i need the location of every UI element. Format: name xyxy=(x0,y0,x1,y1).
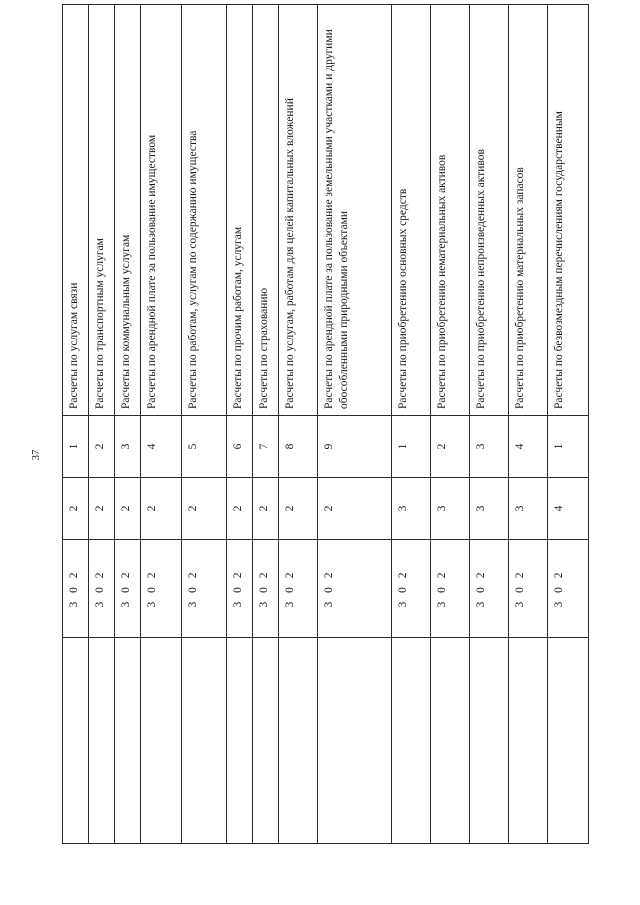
account-name-cell: Расчеты по прочим работам, услугам xyxy=(227,5,253,416)
empty-cell xyxy=(391,638,430,844)
empty-cell xyxy=(227,638,253,844)
subgroup-code-cell: 3 xyxy=(114,416,140,478)
account-code-cell: 3 0 2 xyxy=(227,540,253,638)
subgroup-code-cell: 4 xyxy=(140,416,181,478)
account-code-cell: 3 0 2 xyxy=(181,540,226,638)
subgroup-code-cell: 1 xyxy=(547,416,588,478)
empty-cell xyxy=(114,638,140,844)
account-name-cell: Расчеты по коммунальным услугам xyxy=(114,5,140,416)
empty-cell xyxy=(63,638,89,844)
account-name-cell: Расчеты по безвозмездным перечислениям государственным xyxy=(547,5,588,416)
account-code-cell: 3 0 2 xyxy=(318,540,392,638)
table-row xyxy=(88,5,114,844)
group-code-cell: 2 xyxy=(88,478,114,540)
empty-cell xyxy=(547,638,588,844)
table-row xyxy=(227,5,253,844)
subgroup-code-cell: 1 xyxy=(63,416,89,478)
table-row xyxy=(253,5,279,844)
account-code-cell: 3 0 2 xyxy=(114,540,140,638)
account-name-cell: Расчеты по услугам, работам для целей капитальных вложений xyxy=(279,5,318,416)
empty-cell xyxy=(88,638,114,844)
table-row xyxy=(181,5,226,844)
account-name-cell: Расчеты по услугам связи xyxy=(63,5,89,416)
group-code-cell: 2 xyxy=(114,478,140,540)
accounts-table xyxy=(62,4,589,844)
subgroup-code-cell: 9 xyxy=(318,416,392,478)
group-code-cell: 2 xyxy=(181,478,226,540)
table-row xyxy=(279,5,318,844)
group-code-cell: 4 xyxy=(547,478,588,540)
table-row xyxy=(140,5,181,844)
account-name-cell: Расчеты по работам, услугам по содержанию имущества xyxy=(181,5,226,416)
empty-cell xyxy=(181,638,226,844)
empty-cell xyxy=(508,638,547,844)
subgroup-code-cell: 4 xyxy=(508,416,547,478)
group-code-cell: 2 xyxy=(140,478,181,540)
account-name-cell: Расчеты по приобретению материальных запасов xyxy=(508,5,547,416)
subgroup-code-cell: 6 xyxy=(227,416,253,478)
account-code-cell: 3 0 2 xyxy=(508,540,547,638)
account-code-cell: 3 0 2 xyxy=(547,540,588,638)
empty-cell xyxy=(253,638,279,844)
table-row xyxy=(430,5,469,844)
account-name-cell: Расчеты по приобретению основных средств xyxy=(391,5,430,416)
subgroup-code-cell: 2 xyxy=(430,416,469,478)
account-name-cell: Расчеты по транспортным услугам xyxy=(88,5,114,416)
account-name-cell: Расчеты по приобретению непроизведенных активов xyxy=(469,5,508,416)
table-row xyxy=(508,5,547,844)
table-row xyxy=(547,5,588,844)
group-code-cell: 3 xyxy=(469,478,508,540)
table-row xyxy=(391,5,430,844)
account-name-cell: Расчеты по арендной плате за пользование земельными участками и другими обособленными природными объектами xyxy=(318,5,392,416)
table-body xyxy=(62,5,589,844)
account-code-cell: 3 0 2 xyxy=(63,540,89,638)
empty-cell xyxy=(318,638,392,844)
account-name-cell: Расчеты по приобретению нематериальных активов xyxy=(430,5,469,416)
subgroup-code-cell: 1 xyxy=(391,416,430,478)
group-code-cell: 2 xyxy=(63,478,89,540)
subgroup-code-cell: 3 xyxy=(469,416,508,478)
account-code-cell: 3 0 2 xyxy=(391,540,430,638)
account-code-cell: 3 0 2 xyxy=(279,540,318,638)
table-row xyxy=(63,5,89,844)
group-code-cell: 2 xyxy=(253,478,279,540)
group-code-cell: 3 xyxy=(391,478,430,540)
group-code-cell: 3 xyxy=(508,478,547,540)
table-row xyxy=(318,5,392,844)
account-code-cell: 3 0 2 xyxy=(253,540,279,638)
account-code-cell: 3 0 2 xyxy=(140,540,181,638)
empty-cell xyxy=(140,638,181,844)
account-code-cell: 3 0 2 xyxy=(88,540,114,638)
table-row xyxy=(469,5,508,844)
empty-cell xyxy=(430,638,469,844)
subgroup-code-cell: 5 xyxy=(181,416,226,478)
subgroup-code-cell: 2 xyxy=(88,416,114,478)
page-number: 37 xyxy=(30,449,42,461)
account-code-cell: 3 0 2 xyxy=(469,540,508,638)
subgroup-code-cell: 8 xyxy=(279,416,318,478)
empty-cell xyxy=(469,638,508,844)
account-name-cell: Расчеты по страхованию xyxy=(253,5,279,416)
empty-cell xyxy=(279,638,318,844)
group-code-cell: 2 xyxy=(227,478,253,540)
account-name-cell: Расчеты по арендной плате за пользование имуществом xyxy=(140,5,181,416)
group-code-cell: 2 xyxy=(279,478,318,540)
group-code-cell: 2 xyxy=(318,478,392,540)
group-code-cell: 3 xyxy=(430,478,469,540)
account-code-cell: 3 0 2 xyxy=(430,540,469,638)
subgroup-code-cell: 7 xyxy=(253,416,279,478)
table-row xyxy=(114,5,140,844)
